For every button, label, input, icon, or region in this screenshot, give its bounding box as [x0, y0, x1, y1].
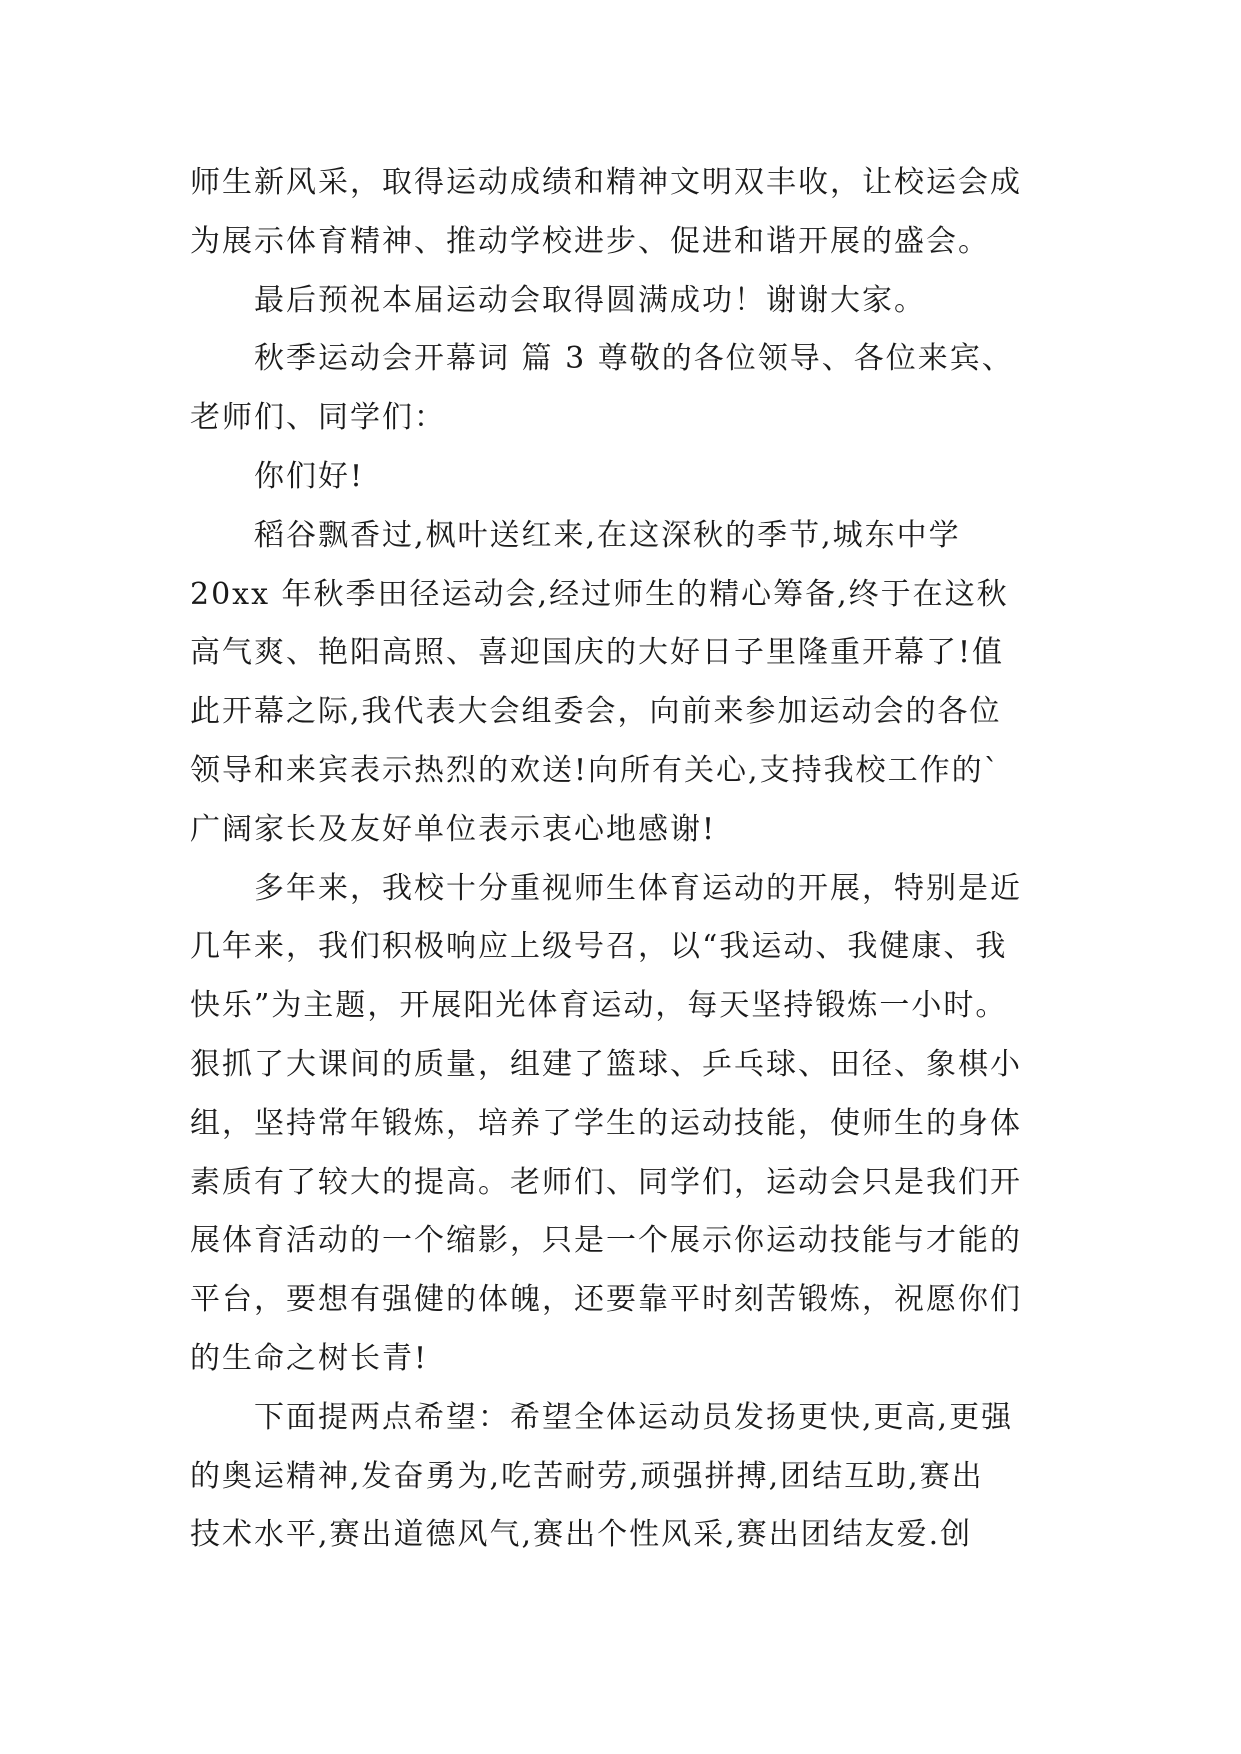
text-line: 技术水平,赛出道德风气,赛出个性风采,赛出团结友爱.创 — [190, 1517, 973, 1553]
text-line: 高气爽、艳阳高照、喜迎国庆的大好日子里隆重开幕了!值 — [190, 635, 1005, 671]
text-line: 秋季运动会开幕词 篇 3 尊敬的各位领导、各位来宾、 — [254, 341, 1014, 377]
text-line: 20xx 年秋季田径运动会,经过师生的精心筹备,终于在这秋 — [190, 576, 1009, 612]
text-line: 展体育活动的一个缩影，只是一个展示你运动技能与才能的 — [190, 1223, 1022, 1259]
text-line: 的生命之树长青! — [190, 1340, 429, 1376]
text-line: 多年来，我校十分重视师生体育运动的开展，特别是近 — [254, 870, 1022, 906]
body-text — [190, 154, 1070, 1565]
text-line: 你们好! — [254, 458, 365, 494]
text-line: 组，坚持常年锻炼，培养了学生的运动技能，使师生的身体 — [190, 1105, 1022, 1141]
text-line: 广阔家长及友好单位表示衷心地感谢! — [190, 811, 717, 847]
text-line: 的奥运精神,发奋勇为,吃苦耐劳,顽强拼搏,团结互助,赛出 — [190, 1458, 984, 1494]
text-line: 最后预祝本届运动会取得圆满成功！谢谢大家。 — [254, 282, 926, 318]
text-line: 素质有了较大的提高。老师们、同学们，运动会只是我们开 — [190, 1164, 1022, 1200]
text-line: 此开幕之际,我代表大会组委会，向前来参加运动会的各位 — [190, 694, 1002, 730]
text-line: 狠抓了大课间的质量，组建了篮球、乒乓球、田径、象棋小 — [190, 1046, 1022, 1082]
text-line: 稻谷飘香过,枫叶送红来,在这深秋的季节,城东中学 — [254, 517, 961, 553]
text-line: 领导和来宾表示热烈的欢送!向所有关心,支持我校工作的` — [190, 752, 1001, 788]
text-line: 几年来，我们积极响应上级号召，以“我运动、我健康、我 — [190, 929, 1008, 965]
text-line: 快乐”为主题，开展阳光体育运动，每天坚持锻炼一小时。 — [190, 988, 1008, 1024]
text-line: 下面提两点希望：希望全体运动员发扬更快,更高,更强 — [254, 1399, 1014, 1435]
text-line: 为展示体育精神、推动学校进步、促进和谐开展的盛会。 — [190, 223, 990, 259]
text-line: 老师们、同学们： — [190, 400, 446, 436]
text-line: 师生新风采，取得运动成绩和精神文明双丰收，让校运会成 — [190, 165, 1022, 200]
text-line: 平台，要想有强健的体魄，还要靠平时刻苦锻炼，祝愿你们 — [190, 1282, 1022, 1318]
